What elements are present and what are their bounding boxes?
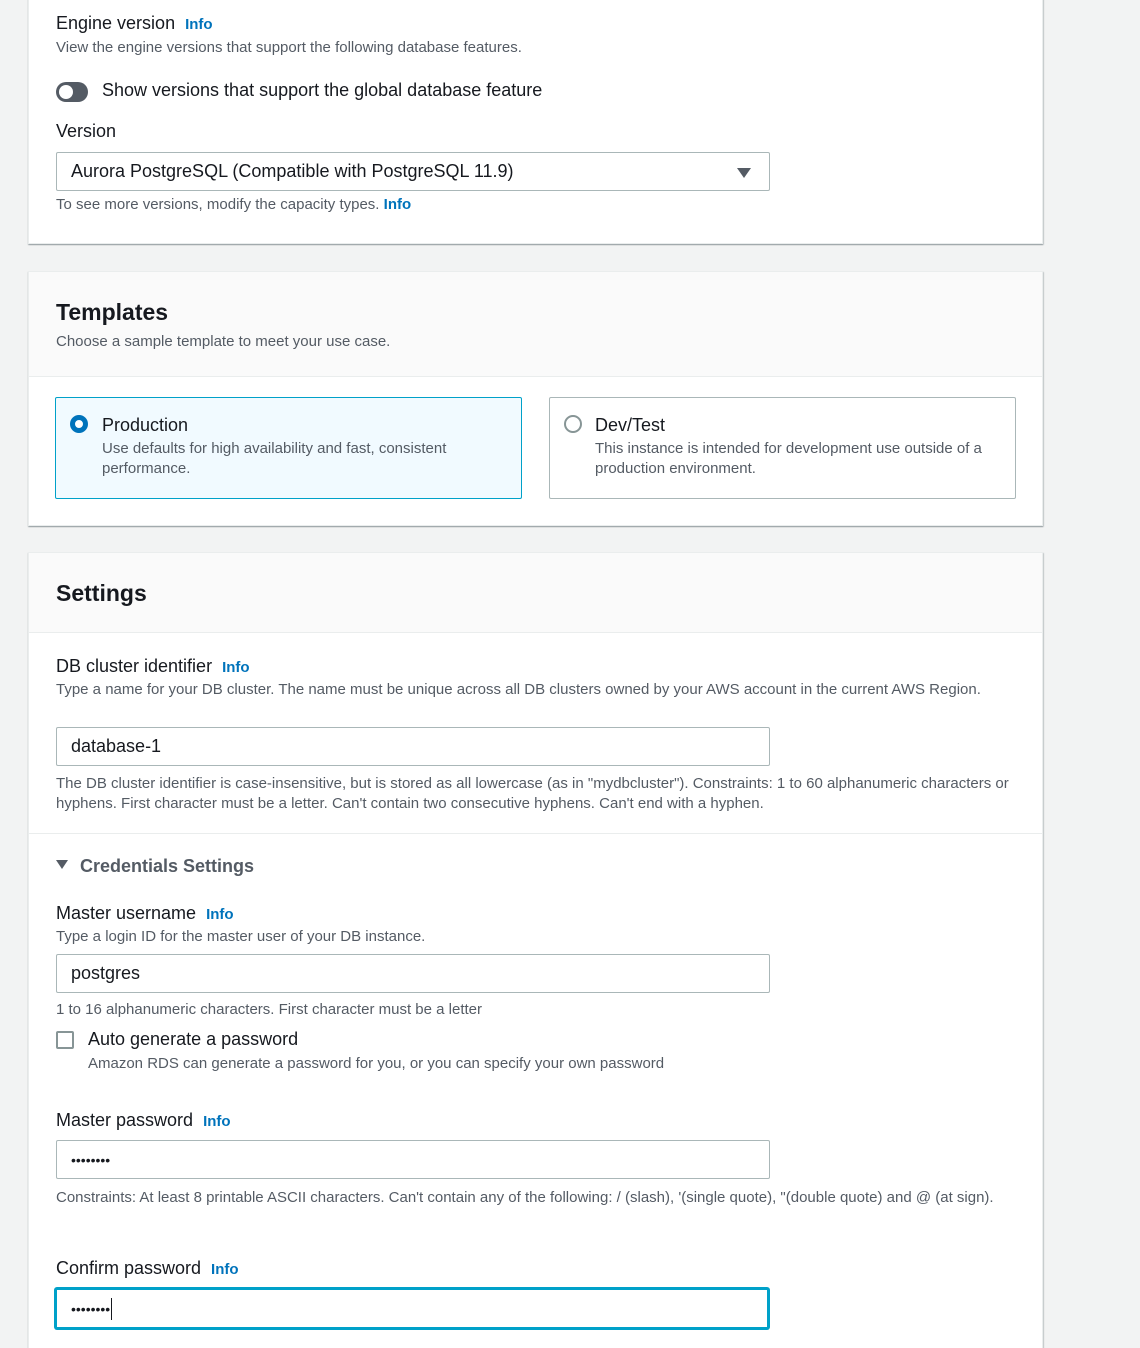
username-heading — [56, 903, 234, 924]
username-label: Master username — [56, 903, 197, 923]
engine-version-heading — [56, 13, 213, 34]
global-database-toggle[interactable] — [56, 82, 88, 102]
credentials-settings-title: Credentials Settings — [80, 856, 255, 876]
templates-panel — [28, 271, 1043, 526]
production-label: Production — [102, 415, 189, 435]
cluster-id-value: database-1 — [71, 736, 162, 756]
auto-generate-password-description: Amazon RDS can generate a password for you, or you can specify your own password — [88, 1055, 665, 1072]
cluster-id-label: DB cluster identifier — [56, 656, 213, 676]
settings-title: Settings — [56, 580, 147, 606]
section-divider — [29, 833, 1042, 834]
dev-test-description: This instance is intended for development use outside of a production environment. — [595, 440, 982, 477]
confirm-password-heading — [56, 1258, 239, 1279]
version-select-value: Aurora PostgreSQL (Compatible with PostgreSQL 11.9) — [71, 161, 514, 181]
credentials-settings-toggle[interactable] — [56, 856, 254, 877]
version-select[interactable] — [56, 152, 770, 191]
settings-header — [29, 553, 1042, 633]
global-database-toggle-label: Show versions that support the global database feature — [102, 80, 543, 100]
version-hint-text: To see more versions, modify the capacity types. — [56, 196, 380, 213]
username-info-link[interactable]: Info — [206, 906, 234, 923]
version-hint-info-link[interactable]: Info — [383, 196, 412, 213]
cluster-id-input[interactable] — [56, 727, 770, 766]
engine-version-description: View the engine versions that support the following database features. — [56, 39, 522, 56]
username-value: postgres — [71, 963, 141, 983]
template-option-dev-test[interactable] — [549, 397, 1016, 499]
cluster-id-heading — [56, 656, 250, 677]
version-label: Version — [56, 121, 117, 141]
username-constraint: 1 to 16 alphanumeric characters. First character must be a letter — [56, 1001, 483, 1018]
engine-version-label: Engine version — [56, 13, 176, 33]
templates-description: Choose a sample template to meet your use case. — [56, 333, 391, 350]
toggle-knob — [59, 85, 73, 99]
password-input[interactable] — [56, 1140, 770, 1179]
username-description: Type a login ID for the master user of your DB instance. — [56, 928, 426, 945]
engine-version-panel — [28, 0, 1043, 244]
cluster-id-info-link[interactable]: Info — [222, 659, 250, 676]
production-radio[interactable] — [70, 415, 88, 433]
auto-generate-password-label: Auto generate a password — [88, 1029, 299, 1049]
settings-panel — [28, 552, 1043, 1348]
templates-title: Templates — [56, 299, 169, 325]
templates-header — [29, 272, 1042, 377]
caret-down-icon — [56, 860, 68, 869]
password-heading — [56, 1110, 231, 1131]
cluster-id-constraint: The DB cluster identifier is case-insensitive, but is stored as all lowercase (as in "mydbcluster"). Constraints: 1 to 60 alphanumeric characters or hyphens. First character must be a letter. Can't contain two consecutive hyphens. Can't end with a hyphen. — [56, 775, 1009, 812]
production-description: Use defaults for high availability and fast, consistent performance. — [102, 440, 447, 477]
dev-test-radio[interactable] — [564, 415, 582, 433]
password-label: Master password — [56, 1110, 194, 1130]
version-hint — [56, 195, 411, 215]
confirm-password-value: •••••••• — [71, 1300, 111, 1317]
engine-version-info-link[interactable]: Info — [185, 16, 213, 33]
password-value: •••••••• — [71, 1151, 111, 1168]
caret-down-icon — [737, 168, 751, 178]
password-constraint: Constraints: At least 8 printable ASCII characters. Can't contain any of the following: / (slash), '(single quote), "(double quote) and @ (at sign). — [56, 1189, 994, 1206]
dev-test-label: Dev/Test — [595, 415, 666, 435]
text-cursor — [111, 1298, 112, 1320]
confirm-password-info-link[interactable]: Info — [211, 1261, 239, 1278]
password-info-link[interactable]: Info — [203, 1113, 231, 1130]
username-input[interactable] — [56, 954, 770, 993]
cluster-id-description: Type a name for your DB cluster. The name must be unique across all DB clusters owned by your AWS account in the current AWS Region. — [56, 681, 981, 698]
confirm-password-input[interactable] — [55, 1288, 769, 1329]
template-option-production[interactable] — [55, 397, 522, 499]
confirm-password-label: Confirm password — [56, 1258, 202, 1278]
auto-generate-password-checkbox[interactable] — [56, 1031, 74, 1049]
